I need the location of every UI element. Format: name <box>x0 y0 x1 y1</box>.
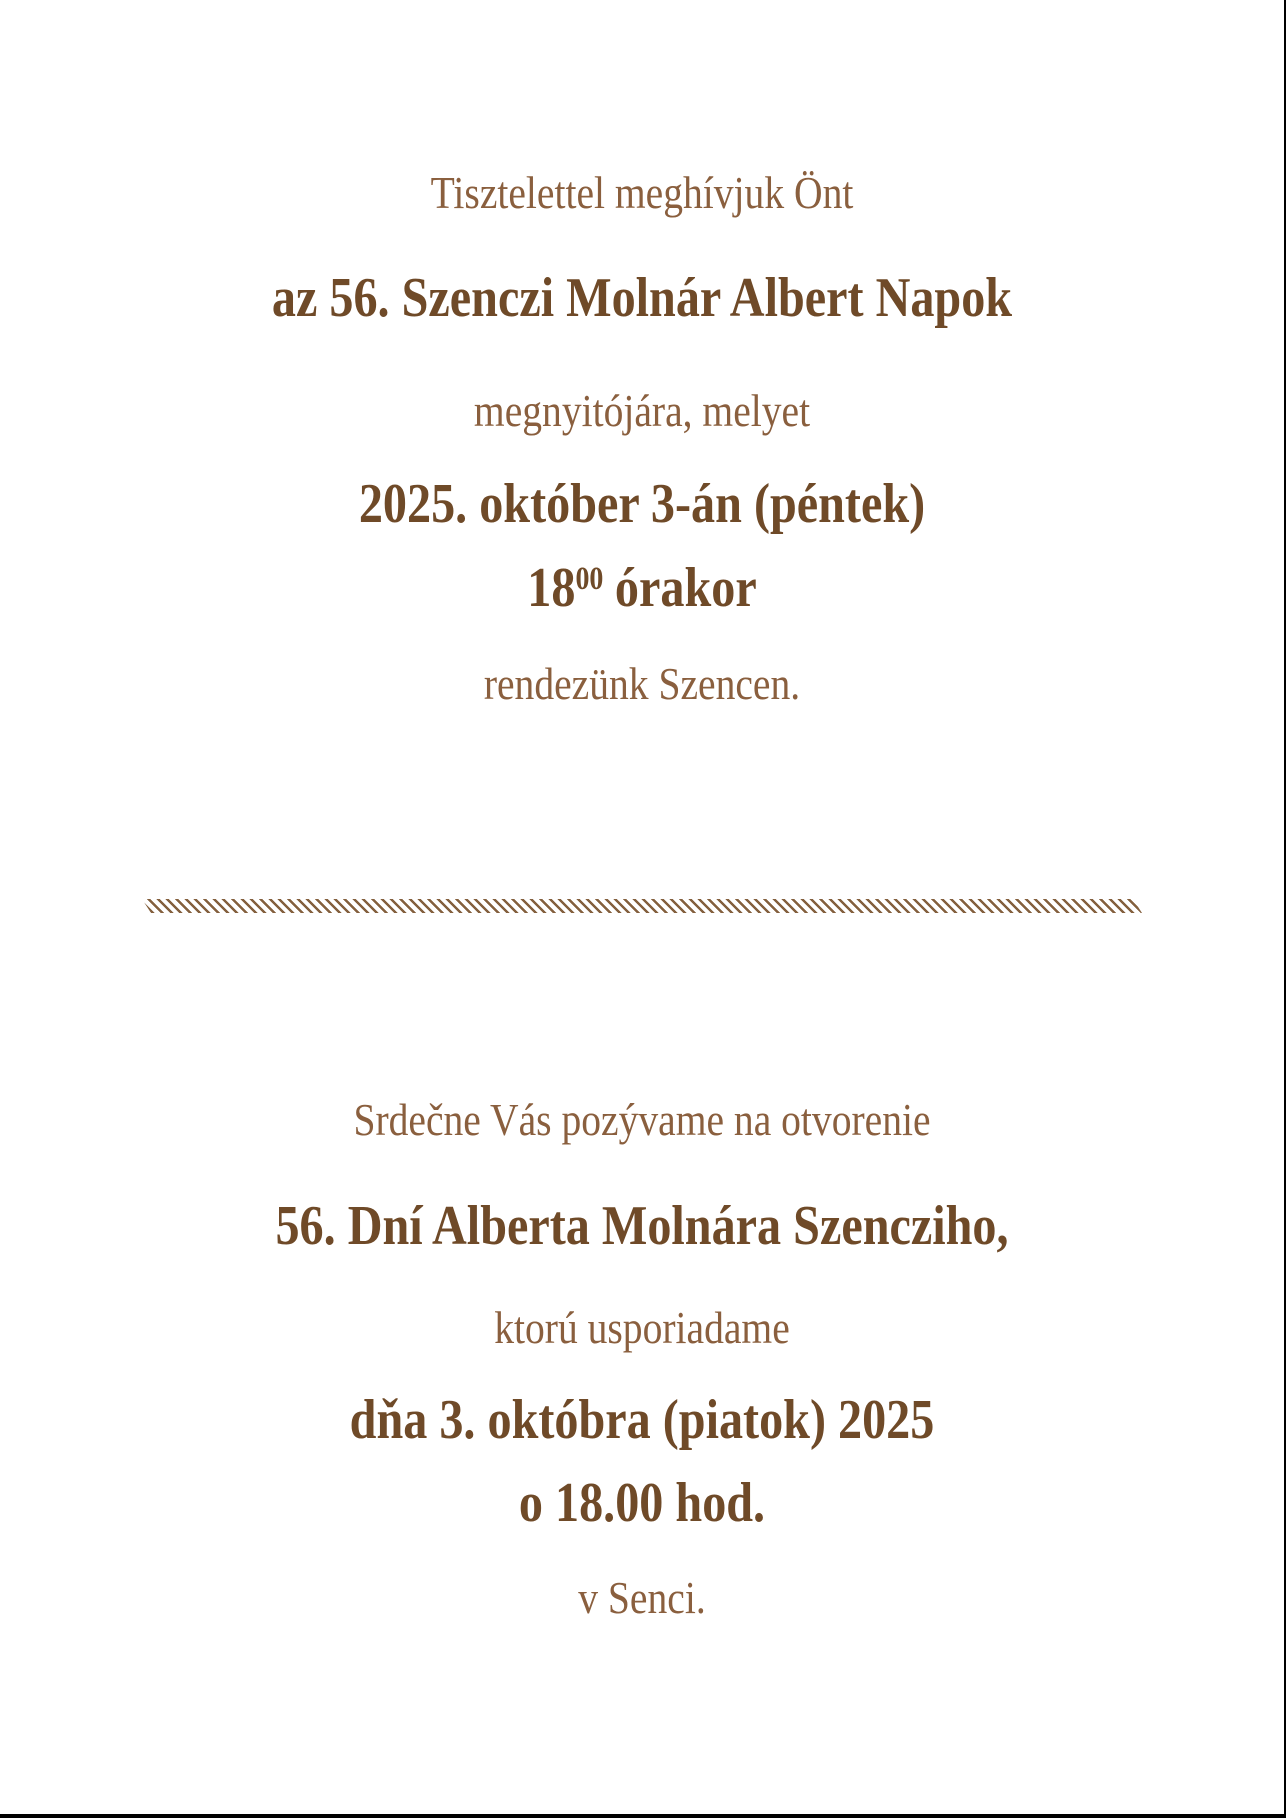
slovak-closing-line: v Senci. <box>578 1572 706 1623</box>
slovak-event-title: 56. Dní Alberta Molnára Szencziho, <box>275 1195 1009 1257</box>
slovak-greeting-line: Srdečne Vás pozývame na otvorenie <box>353 1094 931 1145</box>
slovak-date-line: dňa 3. októbra (piatok) 2025 <box>349 1389 935 1451</box>
slovak-time-line: o 18.00 hod. <box>518 1472 766 1534</box>
hungarian-greeting-line: Tisztelettel meghívjuk Önt <box>430 167 854 218</box>
hungarian-event-subtitle: megnyitójára, melyet <box>473 385 811 436</box>
hungarian-date-line: 2025. október 3-án (péntek) <box>358 473 926 535</box>
hungarian-time-line <box>90 558 1194 620</box>
slovak-event-subtitle: ktorú usporiadame <box>494 1302 790 1353</box>
hungarian-time-superscript: 00 <box>575 561 604 598</box>
hungarian-time-suffix: órakor <box>614 557 757 619</box>
decorative-hatch-divider <box>142 899 1142 913</box>
hungarian-time-number: 18 <box>527 557 576 619</box>
hungarian-closing-line: rendezünk Szencen. <box>483 658 801 709</box>
hungarian-event-title: az 56. Szenczi Molnár Albert Napok <box>271 267 1013 329</box>
